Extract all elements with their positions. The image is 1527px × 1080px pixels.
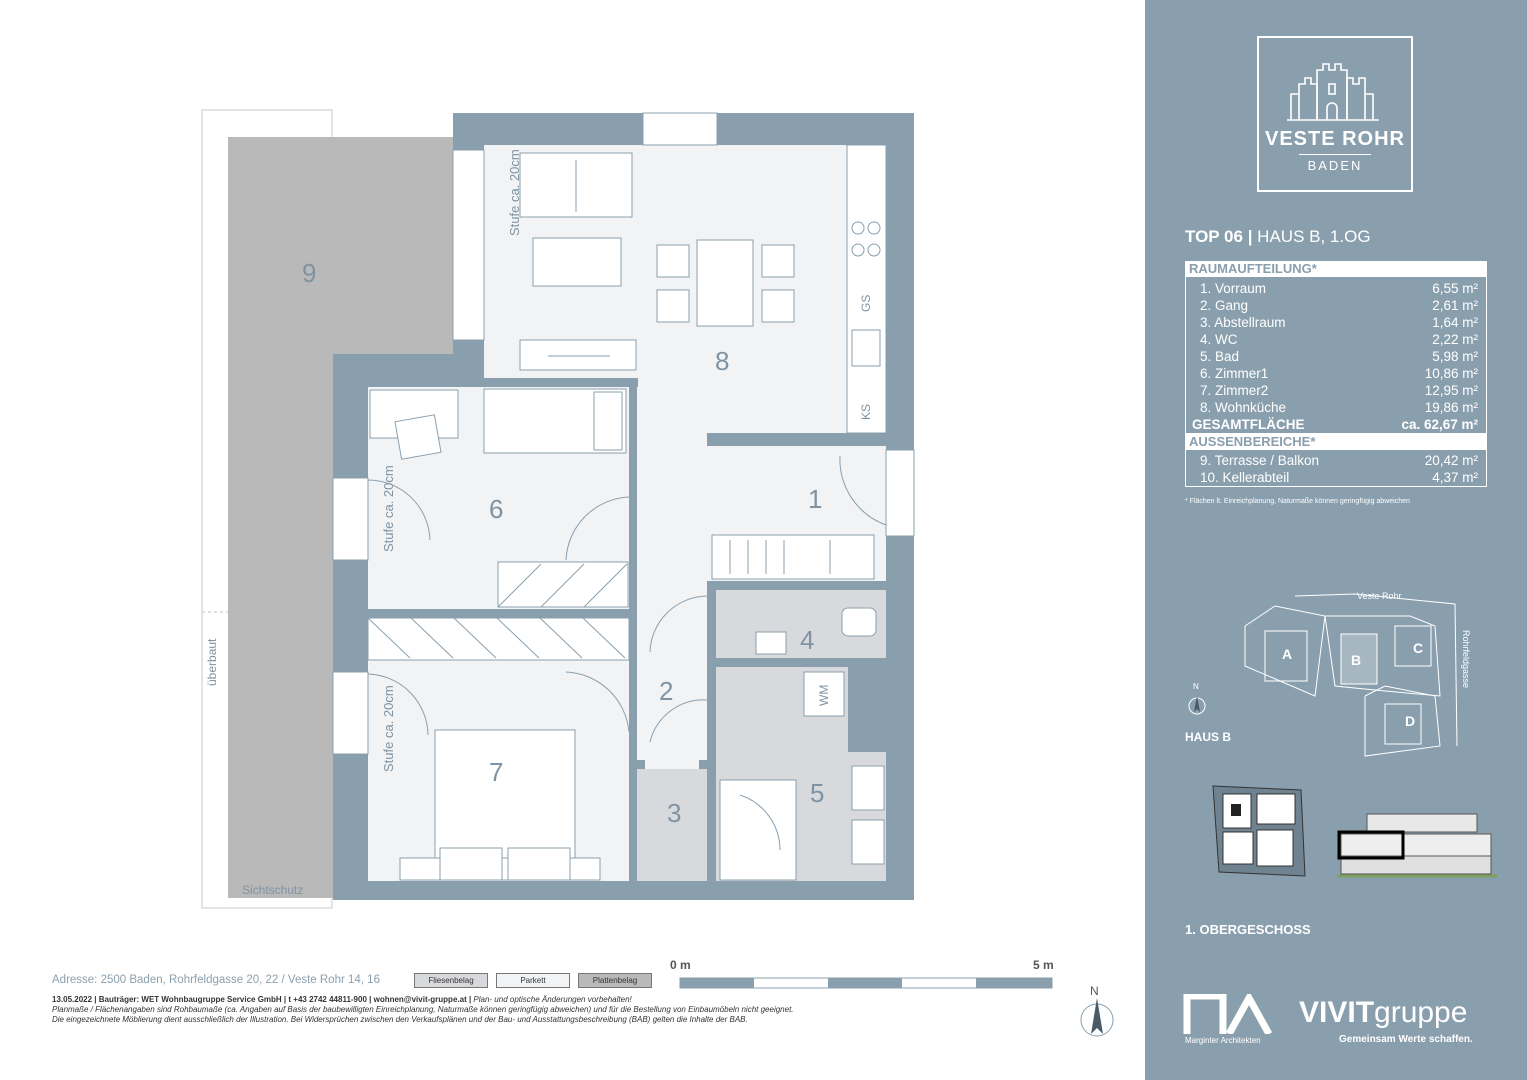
building-elevation-thumbnail: [1337, 808, 1497, 880]
fixture-gs: GS: [859, 294, 873, 312]
map-label-d: D: [1405, 713, 1416, 729]
room-label-9: 9: [302, 258, 317, 288]
logo-title: VESTE ROHR: [1264, 128, 1406, 150]
map-label-b: B: [1351, 652, 1362, 668]
room-table: [1185, 261, 1487, 487]
fixture-ks: KS: [859, 403, 873, 420]
chair: [657, 290, 689, 322]
floor-key-thumbnail: [1209, 780, 1309, 880]
wall: [707, 581, 886, 590]
room-row: [1186, 280, 1486, 297]
aussen-row: [1186, 452, 1486, 469]
footer-line-2: Planmaße / Flächenangaben sind Rohbaumaße (ca. Angaben auf Basis der baubewilligten Einreichplanung, Naturmaße können geringfügig abweichen) und für die Bestellung von Einbaumöbeln nicht geeignet.: [52, 1005, 794, 1014]
wall: [848, 667, 886, 752]
room-row-area: 12,95 m²: [1424, 383, 1478, 398]
unit-title: [1185, 227, 1371, 247]
room-row: [1186, 297, 1486, 314]
room-table-body: [1185, 277, 1487, 434]
marginter-sub: Marginter Architekten: [1185, 1036, 1261, 1045]
window-right: [886, 450, 914, 536]
room-row: [1186, 382, 1486, 399]
north-label: N: [1090, 984, 1099, 998]
aussen-row-label: 9. Terrasse / Balkon: [1200, 453, 1320, 468]
room-label-2: 2: [659, 676, 674, 706]
room-row-label: 2. Gang: [1200, 298, 1249, 313]
footer-text: [52, 995, 932, 1025]
map-label-c: C: [1413, 640, 1424, 656]
bath-basin: [852, 820, 884, 864]
chair: [762, 245, 794, 277]
step-label: Stufe ca. 20cm: [381, 685, 396, 772]
shower: [720, 780, 796, 880]
wall: [629, 378, 637, 490]
wall: [707, 590, 716, 604]
wall: [368, 609, 637, 618]
raumaufteilung-header: RAUMAUFTEILUNG*: [1185, 261, 1487, 277]
room-row-area: 19,86 m²: [1424, 400, 1478, 415]
floor-label: 1. OBERGESCHOSS: [1185, 922, 1311, 937]
total-label: GESAMTFLÄCHE: [1192, 417, 1305, 432]
kitchen-counter: [847, 145, 886, 433]
window-left-top: [453, 150, 484, 340]
aussen-table-body: [1185, 450, 1487, 487]
wc-basin: [756, 632, 786, 654]
veste-rohr-logo: [1257, 36, 1413, 192]
aussen-row-area: 4,37 m²: [1432, 470, 1478, 485]
legend-plattenbelag: Plattenbelag: [578, 973, 652, 988]
aussen-row-area: 20,42 m²: [1424, 453, 1478, 468]
room-label-4: 4: [800, 625, 815, 655]
wall: [629, 560, 637, 620]
room-row: [1186, 365, 1486, 382]
footer-tail: Plan- und optische Änderungen vorbehalten!: [471, 995, 632, 1004]
haus-label: HAUS B: [1185, 730, 1232, 744]
room-row-label: 6. Zimmer1: [1200, 366, 1269, 381]
wall: [368, 378, 638, 387]
logo-sub: BADEN: [1307, 158, 1363, 173]
wardrobe-vorraum: [712, 535, 874, 579]
desk-chair: [395, 415, 441, 459]
room-row-area: 10,86 m²: [1424, 366, 1478, 381]
fixture-wm: WM: [817, 684, 831, 706]
room-label-5: 5: [810, 778, 825, 808]
room-row-label: 5. Bad: [1200, 349, 1240, 364]
room-row-label: 7. Zimmer2: [1200, 383, 1269, 398]
sidebar: [1145, 0, 1527, 1080]
room-label-3: 3: [667, 798, 682, 828]
scale-bar: [680, 978, 1052, 988]
window-top: [643, 113, 717, 145]
map-street-rohrfeldgasse: Rohrfeldgasse: [1461, 630, 1471, 689]
north-arrow: [1081, 998, 1113, 1036]
map-label-a: A: [1282, 646, 1293, 662]
map-north-label: N: [1193, 682, 1199, 691]
unit-haus: HAUS B, 1.OG: [1252, 227, 1371, 246]
window-left-mid: [333, 478, 368, 560]
room-label-8: 8: [715, 346, 730, 376]
scale-start: 0 m: [670, 958, 691, 972]
step-label: Stufe ca. 20cm: [381, 465, 396, 552]
vivit-tagline: Gemeinsam Werte schaffen.: [1339, 1034, 1473, 1045]
room-row-area: 2,61 m²: [1432, 298, 1478, 313]
wall: [629, 618, 637, 674]
room-label-7: 7: [489, 757, 504, 787]
room-row: [1186, 348, 1486, 365]
scale-end: 5 m: [1033, 958, 1054, 972]
sink: [852, 330, 880, 366]
room-row-area: 5,98 m²: [1432, 349, 1478, 364]
wardrobe-room6: [498, 562, 628, 607]
wall: [707, 658, 886, 667]
chair: [657, 245, 689, 277]
aussen-row-label: 10. Kellerabteil: [1200, 470, 1290, 485]
wall: [637, 760, 645, 769]
room-row-area: 6,55 m²: [1432, 281, 1478, 296]
tv-board: [520, 340, 636, 370]
bath-basin: [852, 766, 884, 810]
chair: [762, 290, 794, 322]
total-area: ca. 62,67 m²: [1401, 417, 1478, 432]
dining-table: [697, 240, 753, 326]
room-row-label: 8. Wohnküche: [1200, 400, 1287, 415]
footer-bold: 13.05.2022 | Bauträger: WET Wohnbaugruppe Service GmbH | t +43 2742 44811-900 | wohnen@vivit-gruppe.at |: [52, 995, 472, 1004]
legend-parkett: Parkett: [496, 973, 570, 988]
floor-hall: [637, 387, 707, 769]
marginter-logo-icon: [1183, 994, 1273, 1034]
vivit-logo: [1299, 996, 1467, 1030]
window-left-bot: [333, 672, 368, 754]
wall: [707, 700, 716, 881]
site-map: [1235, 586, 1495, 766]
wall: [707, 433, 886, 446]
castle-icon: [1259, 44, 1411, 124]
footer-line-1: [52, 995, 932, 1005]
coffee-table: [533, 238, 621, 286]
room-label-6: 6: [489, 494, 504, 524]
map-north-icon: [1187, 694, 1207, 718]
aussen-row: [1186, 469, 1486, 486]
room-row-area: 1,64 m²: [1432, 315, 1478, 330]
vivit-rest: gruppe: [1374, 996, 1468, 1029]
map-street-veste-rohr: Veste Rohr: [1357, 591, 1402, 601]
wall: [629, 732, 637, 881]
sichtschutz-label: Sichtschutz: [242, 883, 304, 897]
step-label: Stufe ca. 20cm: [507, 149, 522, 236]
aussenbereiche-header: AUSSENBEREICHE*: [1185, 434, 1487, 450]
legend-fliesenbelag: Fliesenbelag: [414, 973, 488, 988]
room-label-1: 1: [808, 484, 823, 514]
wardrobe-room7: [368, 618, 629, 660]
logo-divider: [1299, 154, 1371, 155]
room-row: [1186, 314, 1486, 331]
room-row: [1186, 331, 1486, 348]
unit-top: TOP 06 |: [1185, 227, 1253, 246]
room-row: [1186, 399, 1486, 416]
toilet: [842, 608, 876, 636]
footer-line-3: Die eingezeichnete Möblierung dient ausschließlich der Illustration. Bei Widersprüchen zwischen den Verkaufsplänen und der Bau- und Ausstattungsbeschreibung (BAB) gelten die Inhalte der BAB.: [52, 1015, 748, 1024]
room-row-label: 4. WC: [1200, 332, 1238, 347]
footnote: * Flächen lt. Einreichplanung, Naturmaße können geringfügig abweichen: [1185, 498, 1410, 505]
total-row: [1186, 416, 1486, 433]
address: Adresse: 2500 Baden, Rohrfeldgasse 20, 22 / Veste Rohr 14, 16: [52, 974, 380, 986]
room-row-label: 1. Vorraum: [1200, 281, 1267, 296]
room-row-label: 3. Abstellraum: [1200, 315, 1286, 330]
vivit-bold: VIVIT: [1299, 996, 1375, 1029]
ueberbaut-label: überbaut: [205, 638, 219, 686]
room-row-area: 2,22 m²: [1432, 332, 1478, 347]
